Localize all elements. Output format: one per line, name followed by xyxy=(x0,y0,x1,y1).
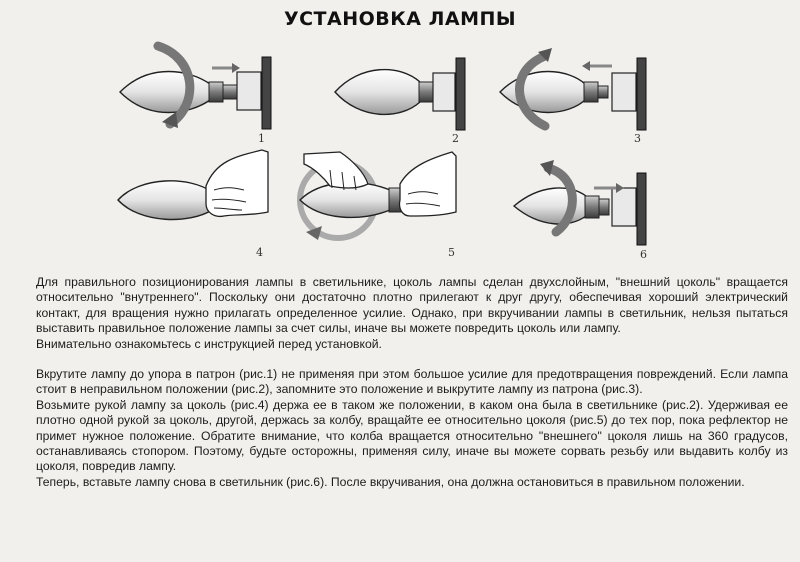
figure-label-3: 3 xyxy=(634,132,641,145)
figure-label-1: 1 xyxy=(258,132,265,145)
figure-1 xyxy=(120,46,271,129)
page-title: УСТАНОВКА ЛАМПЫ xyxy=(283,8,517,30)
figure-label-6: 6 xyxy=(640,248,647,261)
paragraph-step-1: Вкрутите лампу до упора в патрон (рис.1) не применяя при этом большое усилие для предотвращения повреждений. Если лампа стоит в неправильном положении (рис.2), запомните это положение и выкрутите лампу из патрона (рис.3). xyxy=(36,367,788,397)
paragraph-step-3: Теперь, вставьте лампу снова в светильник (рис.6). После вкручивания, она должна остановиться в правильном положении. xyxy=(36,474,745,489)
figure-5 xyxy=(300,152,456,240)
figure-2 xyxy=(335,58,465,130)
figure-3 xyxy=(500,48,646,130)
paragraph-note: Внимательно ознакомьтесь с инструкцией перед установкой. xyxy=(36,336,382,351)
figure-6 xyxy=(514,160,646,245)
paragraph-intro: Для правильного позиционирования лампы в светильнике, цоколь лампы сделан двухслойным, "внешний цоколь" вращается относительно "внутреннего". Поскольку они достаточно плотно прилегают к друг другу, обеспечивая хороший электрический контакт, для вращения нужно прилагать определенное усилие. Однако, при вкручивании лампы в светильник, нельзя пытаться выставить правильное положение лампы за счет силы, иначе вы можете повредить цоколь или лампу. xyxy=(36,275,788,336)
paragraph-step-2: Возьмите рукой лампу за цоколь (рис.4) держа ее в таком же положении, в каком она была в светильнике (рис.2). Удерживая ее плотно одной рукой за цоколь, другой, держась за колбу, вращайте ее относительно цоколя (рис.5) до тех пор, пока рефлектор не примет нужное положение. Обратите внимание, что колба вращается относительно "внешнего" цоколя лишь на 360 градусов, останавливаясь стопором. Поэтому, будьте осторожны, применяя силу, иначе вы можете сорвать резьбу или выдавить колбу из цоколя, повредив лампу. xyxy=(36,397,788,474)
figure-label-2: 2 xyxy=(452,132,459,145)
figure-label-4: 4 xyxy=(256,246,263,259)
figure-4 xyxy=(118,150,268,219)
illustrations xyxy=(0,0,800,270)
figure-label-5: 5 xyxy=(448,246,455,259)
instruction-text xyxy=(36,275,788,490)
